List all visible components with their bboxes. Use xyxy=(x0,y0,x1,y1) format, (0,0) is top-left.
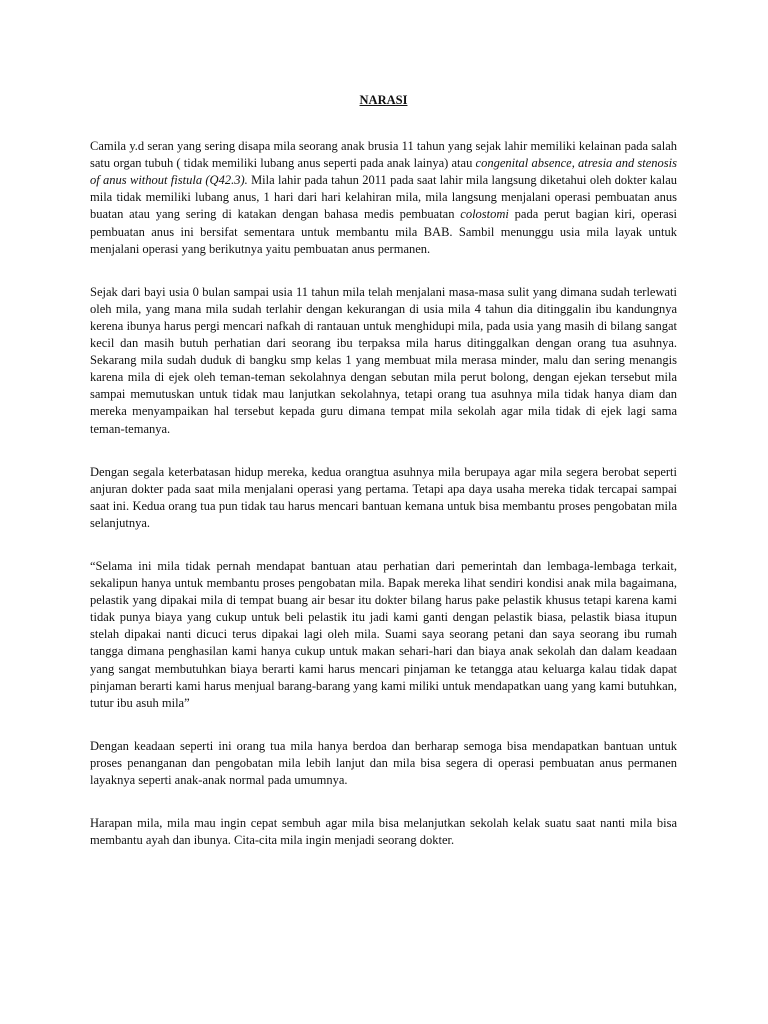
paragraph-1-italic-diagnosis: congenital absence, atresia and stenosis of anus without fistula (Q42.3). xyxy=(90,156,677,188)
paragraph-5 xyxy=(90,738,677,789)
paragraph-1-text-3: pada perut bagian kiri, operasi pembuatan anus ini bersifat sementara untuk membantu mila BAB. Sambil menunggu usia mila layak untuk menjalani operasi yang berikutnya yaitu pembuatan anus permanen. xyxy=(90,207,677,256)
paragraph-2 xyxy=(90,284,677,438)
document-body xyxy=(90,92,677,876)
paragraph-4-text: “Selama ini mila tidak pernah mendapat bantuan atau perhatian dari pemerintah dan lembaga-lembaga terkait, sekalipun hanya untuk membantu proses pengobatan mila. Bapak mereka lihat sendiri kondisi anak mila bagaimana, pelastik yang dipakai mila di tempat buang air besar itu dokter bilang harus pake pelastik khusus tetapi karena kami tidak punya biaya yang cukup untuk beli pelastik itu jadi kami ganti dengan pelastik biasa, pelastik biasa itupun stelah dipakai nanti dicuci terus dipakai lagi oleh mila. Suami saya seorang petani dan saya seorang ibu rumah tangga dimana penghasilan kami hanya cukup untuk makan sehari-hari dan biaya anak sekolah dan dalam keadaan yang sangat membutuhkan biaya berarti kami harus mencari pinjaman ke tetangga atau keluarga kalau tidak dapat pinjaman berarti kami harus menjual barang-barang yang kami miliki untuk mendapatkan uang yang kami butuhkan, tutur ibu asuh mila” xyxy=(90,558,677,710)
document-title: NARASI xyxy=(359,93,408,107)
paragraph-3 xyxy=(90,464,677,532)
paragraph-3-text: Dengan segala keterbatasan hidup mereka, kedua orangtua asuhnya mila berupaya agar mila segera berobat seperti anjuran dokter pada saat mila menjalani operasi yang pertama. Tetapi apa daya usaha mereka tidak tercapai sampai saat ini. Kedua orang tua pun tidak tau harus mencari bantuan kemana untuk bisa membantu proses pengobatan mila selanjutnya. xyxy=(90,464,677,530)
paragraph-1 xyxy=(90,138,677,258)
paragraph-1-text-2: Mila lahir pada tahun 2011 pada saat lahir mila langsung diketahui oleh dokter kalau mila tidak memiliki lubang anus, 1 hari dari hari kelahiran mila, mila langsung menjalani operasi pembuatan anus buatan atau yang sering di katakan dengan bahasa medis pembuatan xyxy=(90,173,678,222)
paragraph-4-quote xyxy=(90,558,677,712)
paragraph-2-text: Sejak dari bayi usia 0 bulan sampai usia 11 tahun mila telah menjalani masa-masa sulit yang dimana sudah terlewati oleh mila, yang mana mila sudah terlahir dengan kekurangan di usia mila 4 tahun dia ditinggalin ibu kandungnya kerena ibunya harus pergi mencari nafkah di rantauan untuk menghidupi mila, pada usia yang masih di bilang sangat kecil dan masih butuh perhatian dari seorang ibu terpaksa mila harus ditinggalkan dengan orang tua asuhnya. Sekarang mila sudah duduk di bangku smp kelas 1 yang membuat mila merasa minder, malu dan sering menangis karena mila di ejek oleh teman-teman sekolahnya dengan sebutan mila perut bolong, dengan ejekan tersebut mila sampai memutuskan untuk tidak mau lanjutkan sekolahnya, tetapi orang tua asuhnya mila tidak hanya diam dan mereka menyampaikan hal tersebut kepada guru dimana tempat mila sekolah agar mila tidak di ejek lagi sama teman-temanya. xyxy=(90,284,677,436)
paragraph-6 xyxy=(90,815,677,849)
paragraph-6-text: Harapan mila, mila mau ingin cepat sembuh agar mila bisa melanjutkan sekolah kelak suatu saat nanti mila bisa membantu ayah dan ibunya. Cita-cita mila ingin menjadi seorang dokter. xyxy=(90,816,677,848)
paragraph-5-text: Dengan keadaan seperti ini orang tua mila hanya berdoa dan berharap semoga bisa mendapatkan bantuan untuk proses penanganan dan pengobatan mila lebih lanjut dan mila bisa segera di operasi pembuatan anus permanen layaknya seperti anak-anak normal pada umumnya. xyxy=(90,738,677,787)
paragraph-1-italic-colostomi: colostomi xyxy=(460,207,509,222)
paragraph-1-text-1: Camila y.d seran yang sering disapa mila seorang anak brusia 11 tahun yang sejak lahir memiliki kelainan pada salah satu organ tubuh ( tidak memiliki lubang anus seperti pada anak lainya) atau xyxy=(90,139,677,171)
